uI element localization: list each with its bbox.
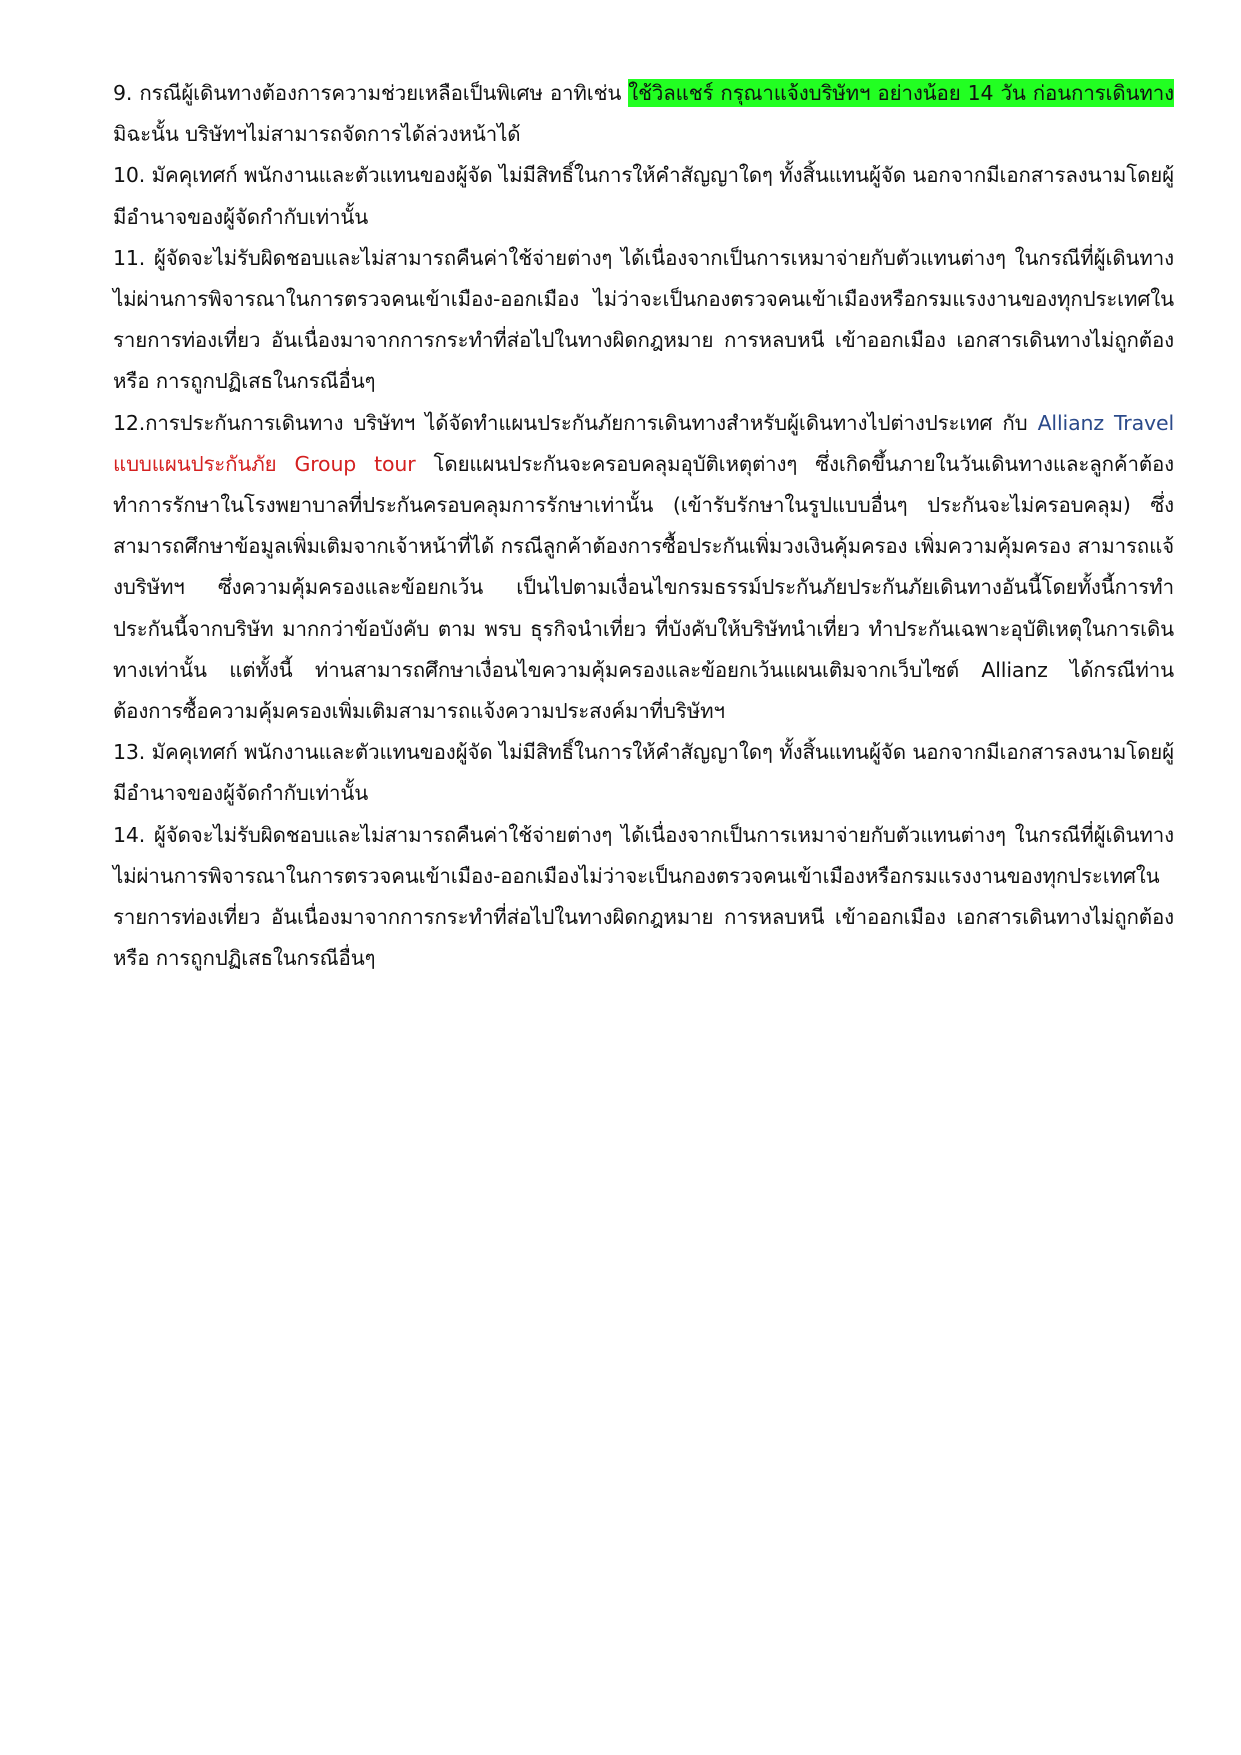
condition-item-13 bbox=[113, 732, 1174, 814]
item-number: 12. bbox=[113, 410, 146, 435]
item-number: 9. bbox=[113, 81, 133, 105]
condition-item-10 bbox=[113, 155, 1174, 237]
item-text: กรณีผู้เดินทางต้องการความช่วยเหลือเป็นพิเศษ อาทิเช่น bbox=[132, 81, 629, 105]
item-number: 10. bbox=[113, 163, 146, 188]
item-text: ผู้จัดจะไม่รับผิดชอบและไม่สามารถคืนค่าใช้จ่ายต่างๆ ได้เนื่องจากเป็นการเหมาจ่ายกับตัวแทนต่างๆ ในกรณีที่ผู้เดินทางไม่ผ่านการพิจารณาในการตรวจคนเข้าเมือง-ออกเมือง ไม่ว่าจะเป็นกองตรวจคนเข้าเมืองหรือกรมแรงงานของทุกประเทศในรายการท่องเที่ยว อันเนื่องมาจากการกระทำที่ส่อไปในทางผิดกฎหมาย การหลบหนี เข้าออกเมือง เอกสารเดินทางไม่ถูกต้อง หรือ การถูกปฏิเสธในกรณีอื่นๆ bbox=[113, 245, 1174, 394]
item-number: 13. bbox=[113, 740, 146, 765]
highlighted-text: ใช้วิลแชร์ กรุณาแจ้งบริษัทฯ อย่างน้อย 14 วัน ก่อนการเดินทาง bbox=[628, 81, 1175, 105]
item-text-continued: โดยแผนประกันจะครอบคลุมอุบัติเหตุต่างๆ ซึ่งเกิดขึ้นภายในวันเดินทางและลูกค้าต้องทำการรักษาในโรงพยาบาลที่ประกันครอบคลุมการรักษาเท่านั้น (เข้ารับรักษาในรูปแบบอื่นๆ ประกันจะไม่ครอบคลุม) ซึ่งสามารถศึกษาข้อมูลเพิ่มเติมจากเจ้าหน้าที่ได้ กรณีลูกค้าต้องการซื้อประกันเพิ่มวงเงินคุ้มครอง เพิ่มความคุ้มครอง สามารถแจ้งบริษัทฯ ซึ่งความคุ้มครองและข้อยกเว้น เป็นไปตามเงื่อนไขกรมธรรม์ประกันภัยประกันภัยเดินทางอันนี้โดยทั้งนี้การทำประกันนี้จากบริษัท มากกว่าข้อบังคับ ตาม พรบ ธุรกิจนำเที่ยว ที่บังคับให้บริษัทนำเที่ยว ทำประกันเฉพาะอุบัติเหตุในการเดินทางเท่านั้น แต่ทั้งนี้ ท่านสามารถศึกษาเงื่อนไขความคุ้มครองและข้อยกเว้นแผนเติมจากเว็บไซต์ Allianz ได้กรณีท่านต้องการซื้อความคุ้มครองเพิ่มเติมสามารถแจ้งความประสงค์มาที่บริษัทฯ bbox=[113, 451, 1175, 724]
condition-item-11 bbox=[113, 238, 1174, 403]
insurance-plan-name: แบบแผนประกันภัย Group tour bbox=[113, 451, 416, 476]
item-text: ผู้จัดจะไม่รับผิดชอบและไม่สามารถคืนค่าใช้จ่ายต่างๆ ได้เนื่องจากเป็นการเหมาจ่ายกับตัวแทนต่างๆ ในกรณีที่ผู้เดินทางไม่ผ่านการพิจารณาในการตรวจคนเข้าเมือง-ออกเมืองไม่ว่าจะเป็นกองตรวจคนเข้าเมืองหรือกรมแรงงานของทุกประเทศในรายการท่องเที่ยว อันเนื่องมาจากการกระทำที่ส่อไปในทางผิดกฎหมาย การหลบหนี เข้าออกเมือง เอกสารเดินทางไม่ถูกต้อง หรือ การถูกปฏิเสธในกรณีอื่นๆ bbox=[113, 822, 1174, 971]
condition-item-14 bbox=[113, 815, 1174, 980]
item-number: 14. bbox=[113, 822, 146, 847]
insurer-name: Allianz Travel bbox=[1037, 410, 1174, 435]
item-text: มัคคุเทศก์ พนักงานและตัวแทนของผู้จัด ไม่มีสิทธิ์ในการให้คำสัญญาใดๆ ทั้งสิ้นแทนผู้จัด นอกจากมีเอกสารลงนามโดยผู้มีอำนาจของผู้จัดกำกับเท่านั้น bbox=[113, 163, 1174, 229]
condition-item-9 bbox=[113, 73, 1174, 155]
item-text-continued: มิฉะนั้น บริษัทฯไม่สามารถจัดการได้ล่วงหน้าได้ bbox=[113, 122, 521, 147]
item-text: มัคคุเทศก์ พนักงานและตัวแทนของผู้จัด ไม่มีสิทธิ์ในการให้คำสัญญาใดๆ ทั้งสิ้นแทนผู้จัด นอกจากมีเอกสารลงนามโดยผู้มีอำนาจของผู้จัดกำกับเท่านั้น bbox=[113, 740, 1174, 806]
item-text: การประกันการเดินทาง บริษัทฯ ได้จัดทำแผนประกันภัยการเดินทางสำหรับผู้เดินทางไปต่างประเทศ กับ bbox=[145, 410, 1038, 435]
condition-item-12 bbox=[113, 403, 1174, 733]
item-number: 11. bbox=[113, 245, 146, 270]
document-body bbox=[113, 73, 1174, 979]
